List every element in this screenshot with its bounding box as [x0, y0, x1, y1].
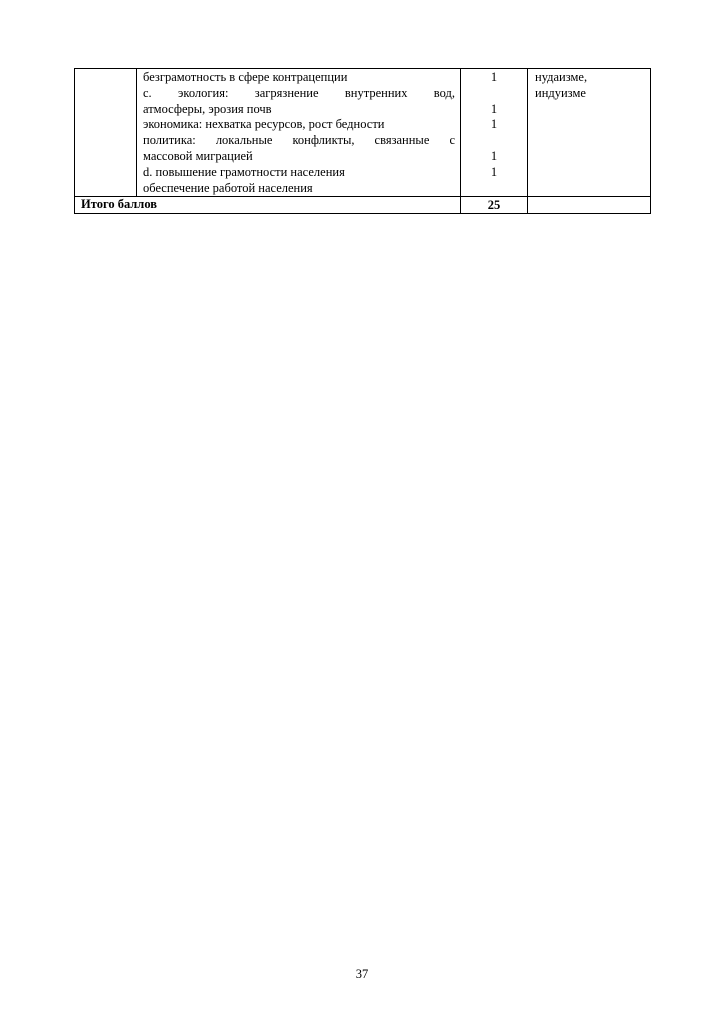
- points-value: 1: [490, 148, 498, 163]
- points-value: 1: [490, 70, 498, 84]
- total-notes-cell: [528, 197, 650, 213]
- answer-line: d. повышение грамотности населения: [143, 164, 345, 179]
- points-cell: [461, 69, 528, 196]
- answer-line: экономика: нехватка ресурсов, рост бедности: [143, 117, 385, 132]
- points-value: [461, 133, 527, 149]
- row-number-cell: [75, 69, 137, 196]
- points-value: 1: [490, 164, 498, 179]
- scoring-table: [74, 68, 651, 214]
- total-row: [75, 196, 650, 213]
- total-label: Итого баллов: [75, 197, 461, 213]
- notes-cell: [528, 69, 650, 196]
- total-points: 25: [461, 197, 528, 213]
- points-value: [461, 181, 527, 197]
- answer-line: обеспечение работой населения: [143, 180, 313, 195]
- points-value: 1: [490, 101, 498, 116]
- points-value: [461, 86, 527, 102]
- notes-line: индуизме: [535, 85, 586, 100]
- page-number: 37: [355, 967, 369, 981]
- answer-line: политика: локальные конфликты, связанные с: [143, 133, 455, 148]
- answer-line: безграмотность в сфере контрацепции: [143, 70, 348, 84]
- answer-line: атмосферы, эрозия почв: [143, 101, 272, 116]
- notes-line: нудаизме,: [535, 70, 588, 84]
- points-value: 1: [490, 117, 498, 132]
- answer-line: массовой миграцией: [143, 148, 253, 163]
- answer-cell: [137, 69, 461, 196]
- answer-line: c. экология: загрязнение внутренних вод,: [143, 85, 455, 100]
- table-row: [75, 69, 650, 196]
